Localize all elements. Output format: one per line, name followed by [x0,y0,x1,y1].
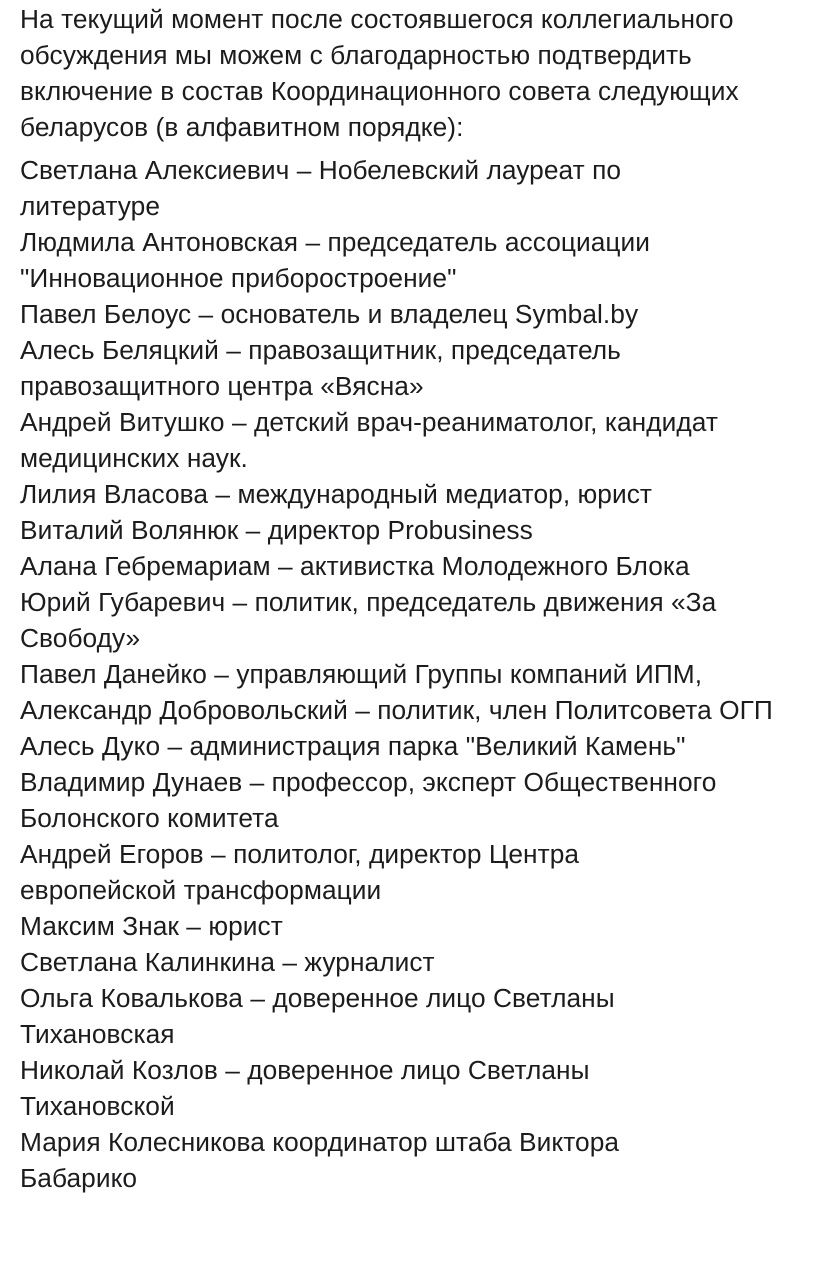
member-gubarevich: Юрий Губаревич – политик, председатель движения «За Свободу» [20,587,717,653]
member-dobrovolsky: Александр Добровольский – политик, член Политсовета ОГП [20,695,773,725]
member-alexievich: Светлана Алексиевич – Нобелевский лауреат по литературе [20,155,622,221]
member-gebremariam: Алана Гебремариам – активистка Молодежного Блока [20,551,690,581]
member-kalinkina: Светлана Калинкина – журналист [20,947,435,977]
member-volyanyuk: Виталий Волянюк – директор Probusiness [20,515,533,545]
member-belous: Павел Белоус – основатель и владелец Symbal.by [20,299,639,329]
post-body [20,0,820,1196]
member-znak: Максим Знак – юрист [20,911,283,941]
intro-paragraph: На текущий момент после состоявшегося коллегиального обсуждения мы можем с благодарностью подтвердить включение в состав Координационного совета следующих беларусов (в алфавитном порядке): [20,4,739,142]
member-daneyko: Павел Данейко – управляющий Группы компаний ИПМ, [20,659,703,689]
member-vitushko: Андрей Витушко – детский врач-реаниматолог, кандидат медицинских наук. [20,407,718,473]
council-members-list [20,145,820,1196]
member-dunaev: Владимир Дунаев – профессор, эксперт Общественного Болонского комитета [20,767,717,833]
member-egorov: Андрей Егоров – политолог, директор Центра европейской трансформации [20,839,580,905]
member-belyatsky: Алесь Беляцкий – правозащитник, председатель правозащитного центра «Вясна» [20,335,621,401]
member-antonovskaya: Людмила Антоновская – председатель ассоциации "Инновационное приборостроение" [20,227,650,293]
member-kozlov: Николай Козлов – доверенное лицо Светланы Тихановской [20,1055,590,1121]
member-kovalkova: Ольга Ковалькова – доверенное лицо Светланы Тихановская [20,983,615,1049]
member-vlasova: Лилия Власова – международный медиатор, юрист [20,479,653,509]
member-duko: Алесь Дуко – администрация парка "Великий Камень" [20,731,686,761]
member-kolesnikova: Мария Колесникова координатор штаба Виктора Бабарико [20,1127,620,1193]
